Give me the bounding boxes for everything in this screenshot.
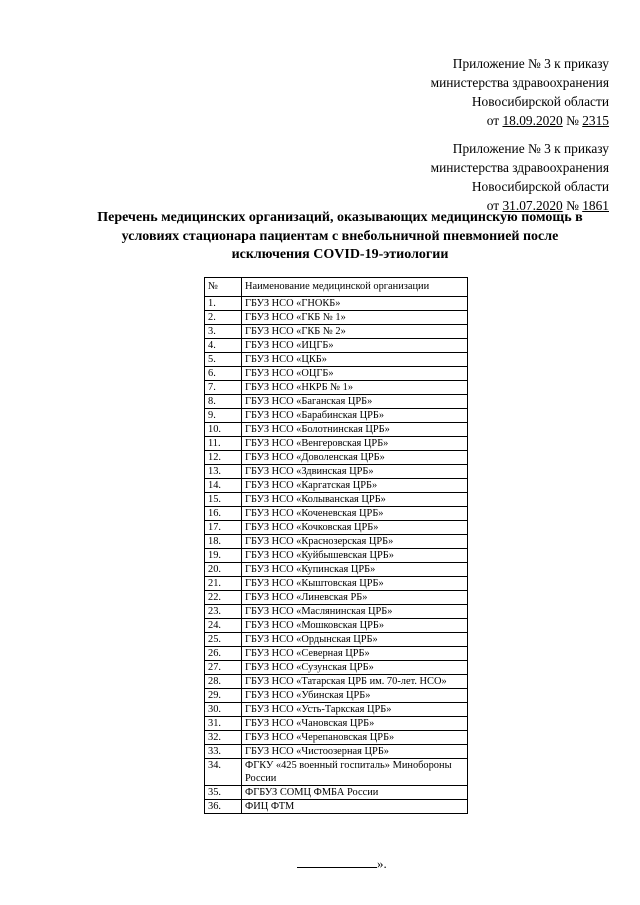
organization-name: ГБУЗ НСО «Черепановская ЦРБ» <box>242 731 468 745</box>
document-title <box>60 209 620 265</box>
organization-name: ГБУЗ НСО «Колыванская ЦРБ» <box>242 493 468 507</box>
row-number: 9. <box>205 409 242 423</box>
organization-name: ГБУЗ НСО «ГКБ № 1» <box>242 311 468 325</box>
order-date: 31.07.2020 <box>502 198 563 213</box>
row-number: 36. <box>205 800 242 814</box>
row-number: 7. <box>205 381 242 395</box>
table-row <box>205 605 468 619</box>
number-prefix: № <box>562 113 583 128</box>
organization-name: ГБУЗ НСО «Куйбышевская ЦРБ» <box>242 549 468 563</box>
organization-name: ГБУЗ НСО «ГНОКБ» <box>242 297 468 311</box>
row-number: 5. <box>205 353 242 367</box>
row-number: 10. <box>205 423 242 437</box>
organization-name: ГБУЗ НСО «Венгеровская ЦРБ» <box>242 437 468 451</box>
table-row <box>205 325 468 339</box>
organization-name: ГБУЗ НСО «ЦКБ» <box>242 353 468 367</box>
row-number: 19. <box>205 549 242 563</box>
organization-name: ГБУЗ НСО «ИЦГБ» <box>242 339 468 353</box>
table-row <box>205 549 468 563</box>
table-row <box>205 297 468 311</box>
appendix-header-previous <box>279 139 609 215</box>
table-row <box>205 633 468 647</box>
table-row <box>205 493 468 507</box>
organization-name: ГБУЗ НСО «Барабинская ЦРБ» <box>242 409 468 423</box>
row-number: 11. <box>205 437 242 451</box>
row-number: 28. <box>205 675 242 689</box>
table-row <box>205 661 468 675</box>
row-number: 4. <box>205 339 242 353</box>
date-prefix: от <box>486 113 503 128</box>
organization-name: ФГБУЗ СОМЦ ФМБА России <box>242 786 468 800</box>
organization-name: ГБУЗ НСО «Доволенская ЦРБ» <box>242 451 468 465</box>
table-row <box>205 507 468 521</box>
row-number: 1. <box>205 297 242 311</box>
appendix-line: Приложение № 3 к приказу <box>452 141 609 156</box>
table-row <box>205 591 468 605</box>
organization-name: ГБУЗ НСО «Усть-Таркская ЦРБ» <box>242 703 468 717</box>
row-number: 30. <box>205 703 242 717</box>
row-number: 35. <box>205 786 242 800</box>
organizations-table <box>204 277 468 814</box>
organization-name: ГБУЗ НСО «Татарская ЦРБ им. 70-лет. НСО» <box>242 675 468 689</box>
table-row <box>205 521 468 535</box>
table-row <box>205 689 468 703</box>
order-number: 2315 <box>582 113 609 128</box>
table-row <box>205 535 468 549</box>
table-row <box>205 577 468 591</box>
row-number: 6. <box>205 367 242 381</box>
row-number: 26. <box>205 647 242 661</box>
organization-name: ГБУЗ НСО «НКРБ № 1» <box>242 381 468 395</box>
column-header-name: Наименование медицинской организации <box>242 278 468 297</box>
title-line: условиях стационара пациентам с внебольничной пневмонией после <box>121 228 559 244</box>
row-number: 25. <box>205 633 242 647</box>
order-date: 18.09.2020 <box>502 113 563 128</box>
organization-name: ГБУЗ НСО «Линевская РБ» <box>242 591 468 605</box>
row-number: 29. <box>205 689 242 703</box>
organization-name: ГБУЗ НСО «Сузунская ЦРБ» <box>242 661 468 675</box>
row-number: 3. <box>205 325 242 339</box>
table-row <box>205 675 468 689</box>
table-row <box>205 423 468 437</box>
row-number: 31. <box>205 717 242 731</box>
organization-name: ГБУЗ НСО «ОЦГБ» <box>242 367 468 381</box>
organization-name: ФИЦ ФТМ <box>242 800 468 814</box>
table-row <box>205 759 468 786</box>
row-number: 12. <box>205 451 242 465</box>
organization-name: ГБУЗ НСО «Кыштовская ЦРБ» <box>242 577 468 591</box>
appendix-date-line <box>279 111 609 130</box>
table-row <box>205 800 468 814</box>
appendix-line: министерства здравоохранения <box>430 160 609 175</box>
appendix-line: министерства здравоохранения <box>430 75 609 90</box>
blank-line <box>297 855 377 868</box>
row-number: 34. <box>205 759 242 786</box>
organization-name: ГБУЗ НСО «Здвинская ЦРБ» <box>242 465 468 479</box>
table-row <box>205 409 468 423</box>
table-row <box>205 786 468 800</box>
row-number: 24. <box>205 619 242 633</box>
date-prefix: от <box>486 198 503 213</box>
table-row <box>205 745 468 759</box>
table-row <box>205 381 468 395</box>
organization-name: ГБУЗ НСО «Коченевская ЦРБ» <box>242 507 468 521</box>
organization-name: ГБУЗ НСО «Ордынская ЦРБ» <box>242 633 468 647</box>
table-row <box>205 619 468 633</box>
column-header-number: № <box>205 278 242 297</box>
organization-name: ГБУЗ НСО «Убинская ЦРБ» <box>242 689 468 703</box>
table-row <box>205 647 468 661</box>
row-number: 23. <box>205 605 242 619</box>
row-number: 22. <box>205 591 242 605</box>
appendix-line: Приложение № 3 к приказу <box>452 56 609 71</box>
table-row <box>205 479 468 493</box>
table-row <box>205 703 468 717</box>
appendix-header-current <box>279 54 609 130</box>
organization-name: ГБУЗ НСО «Чановская ЦРБ» <box>242 717 468 731</box>
table-header-row <box>205 278 468 297</box>
row-number: 14. <box>205 479 242 493</box>
table-row <box>205 395 468 409</box>
organization-name: ГБУЗ НСО «Северная ЦРБ» <box>242 647 468 661</box>
table-row <box>205 451 468 465</box>
organization-name: ГБУЗ НСО «Чистоозерная ЦРБ» <box>242 745 468 759</box>
title-line: исключения COVID-19-этиологии <box>231 247 449 262</box>
table-row <box>205 731 468 745</box>
row-number: 17. <box>205 521 242 535</box>
table-row <box>205 437 468 451</box>
table-row <box>205 563 468 577</box>
table-row <box>205 717 468 731</box>
number-prefix: № <box>562 198 583 213</box>
organization-name: ГБУЗ НСО «Мошковская ЦРБ» <box>242 619 468 633</box>
table-body <box>205 297 468 814</box>
row-number: 33. <box>205 745 242 759</box>
appendix-line: Новосибирской области <box>471 94 609 109</box>
appendix-line: Новосибирской области <box>471 179 609 194</box>
row-number: 16. <box>205 507 242 521</box>
table-row <box>205 465 468 479</box>
organization-name: ГБУЗ НСО «Каргатская ЦРБ» <box>242 479 468 493</box>
table-row <box>205 367 468 381</box>
row-number: 27. <box>205 661 242 675</box>
organization-name: ГБУЗ НСО «Баганская ЦРБ» <box>242 395 468 409</box>
table-row <box>205 353 468 367</box>
row-number: 18. <box>205 535 242 549</box>
organization-name: ФГКУ «425 военный госпиталь» Минобороны России <box>242 759 468 786</box>
organization-name: ГБУЗ НСО «Маслянинская ЦРБ» <box>242 605 468 619</box>
organization-name: ГБУЗ НСО «Купинская ЦРБ» <box>242 563 468 577</box>
organization-name: ГБУЗ НСО «Краснозерская ЦРБ» <box>242 535 468 549</box>
row-number: 8. <box>205 395 242 409</box>
row-number: 15. <box>205 493 242 507</box>
row-number: 2. <box>205 311 242 325</box>
row-number: 13. <box>205 465 242 479</box>
organization-name: ГБУЗ НСО «ГКБ № 2» <box>242 325 468 339</box>
organization-name: ГБУЗ НСО «Кочковская ЦРБ» <box>242 521 468 535</box>
row-number: 20. <box>205 563 242 577</box>
row-number: 21. <box>205 577 242 591</box>
order-number: 1861 <box>582 198 609 213</box>
closing-quote: ». <box>377 856 387 871</box>
table-row <box>205 339 468 353</box>
closing-mark <box>297 855 387 872</box>
table-row <box>205 311 468 325</box>
row-number: 32. <box>205 731 242 745</box>
title-line: Перечень медицинских организаций, оказывающих медицинскую помощь в <box>97 210 583 225</box>
organization-name: ГБУЗ НСО «Болотнинская ЦРБ» <box>242 423 468 437</box>
